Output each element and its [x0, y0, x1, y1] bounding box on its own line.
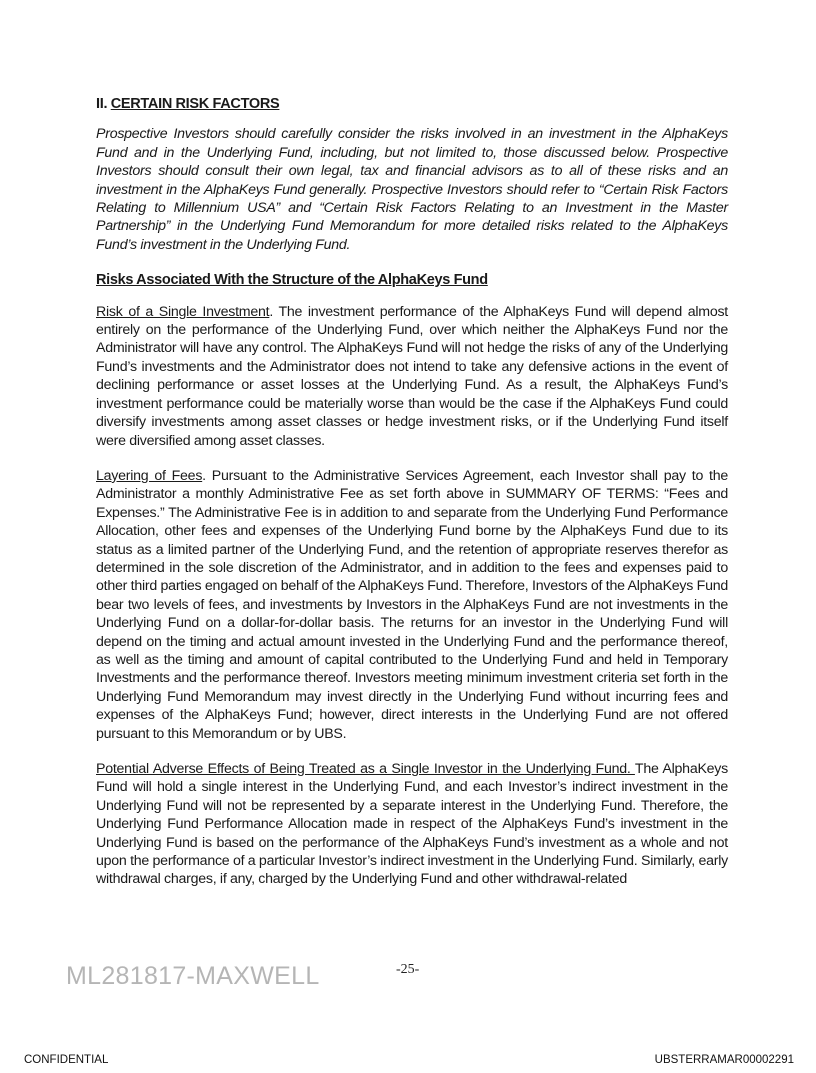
paragraph-lead: Risk of a Single Investment [96, 303, 270, 320]
paragraph-lead: Layering of Fees [96, 467, 203, 484]
paragraph-body: . Pursuant to the Administrative Services Agreement, each Investor shall pay to the Administrator a monthly Administrative Fee as set forth above in SUMMARY OF TERMS: “Fees and Expenses.” The Administrative Fee is in addition to and separate from the Underlying Fund Performance Allocation, other fees and expenses of the Underlying Fund borne by the AlphaKeys Fund due to its status as a limited partner of the Underlying Fund, and the retention of appropriate reserves therefor as determined in the sole discretion of the Administrator, and in addition to the fees and expenses paid to other third parties engaged on behalf of the AlphaKeys Fund. Therefore, Investors of the AlphaKeys Fund bear two levels of fees, and investments by Investors in the AlphaKeys Fund are not investments in the Underlying Fund on a dollar-for-dollar basis. The returns for an investor in the Underlying Fund will depend on the timing and actual amount invested in the Underlying Fund and the performance thereof, as well as the timing and amount of capital contributed to the Underlying Fund and held in Temporary Investments and the performance thereof. Investors meeting minimum investment criteria set forth in the Underlying Fund Memorandum may invest directly in the Underlying Fund without incurring fees and expenses of the AlphaKeys Fund; however, direct interests in the Underlying Fund are not offered pursuant to this Memorandum or by UBS. [96, 467, 729, 742]
section-title-text: CERTAIN RISK FACTORS [110, 96, 280, 112]
risk-paragraph-single-investment [96, 303, 728, 450]
subheading: Risks Associated With the Structure of the AlphaKeys Fund [96, 272, 488, 289]
intro-paragraph: Prospective Investors should carefully consider the risks involved in an investment in the AlphaKeys Fund and in the Underlying Fund, including, but not limited to, those discussed below. Prospective Investors should consult their own legal, tax and financial advisors as to all of these risks and an investment in the AlphaKeys Fund generally. Prospective Investors should refer to “Certain Risk Factors Relating to Millennium USA” and “Certain Risk Factors Relating to an Investment in the Master Partnership” in the Underlying Fund Memorandum for more detailed risks related to the AlphaKeys Fund’s investment in the Underlying Fund. [96, 126, 728, 253]
paragraph-lead: Potential Adverse Effects of Being Treated as a Single Investor in the Underlying Fund. [96, 761, 635, 777]
paragraph-body: . The investment performance of the AlphaKeys Fund will depend almost entirely on the performance of the Underlying Fund, over which neither the AlphaKeys Fund nor the Administrator will have any control. The AlphaKeys Fund will not hedge the risks of any of the Underlying Fund’s investments and the Administrator does not intend to take any defensive actions in the event of declining performance or asset losses at the Underlying Fund. As a result, the AlphaKeys Fund’s investment performance could be materially worse than would be the case if the AlphaKeys Fund could diversify investments among asset classes or hedge investment risks, or if the Underlying Fund itself were diversified among asset classes. [96, 303, 728, 449]
risk-paragraph-layering-of-fees [96, 467, 728, 743]
watermark: ML281817-MAXWELL [66, 962, 320, 990]
risk-paragraph-single-investor [96, 760, 728, 889]
section-number: II. [96, 96, 111, 112]
page-number: -25- [396, 962, 420, 977]
page-content [96, 95, 728, 906]
paragraph-body: The AlphaKeys Fund will hold a single interest in the Underlying Fund, and each Investor’s indirect investment in the Underlying Fund will not be represented by a separate interest in the Underlying Fund. Therefore, the Underlying Fund Performance Allocation made in respect of the AlphaKeys Fund’s investment in the Underlying Fund is based on the performance of the AlphaKeys Fund’s investment as a whole and not upon the performance of a particular Investor’s indirect investment in the Underlying Fund. Similarly, early withdrawal charges, if any, charged by the Underlying Fund and other withdrawal-related [96, 761, 728, 888]
section-title [96, 95, 728, 113]
bates-number: UBSTERRAMAR00002291 [654, 1054, 794, 1066]
confidential-label: CONFIDENTIAL [24, 1054, 109, 1066]
